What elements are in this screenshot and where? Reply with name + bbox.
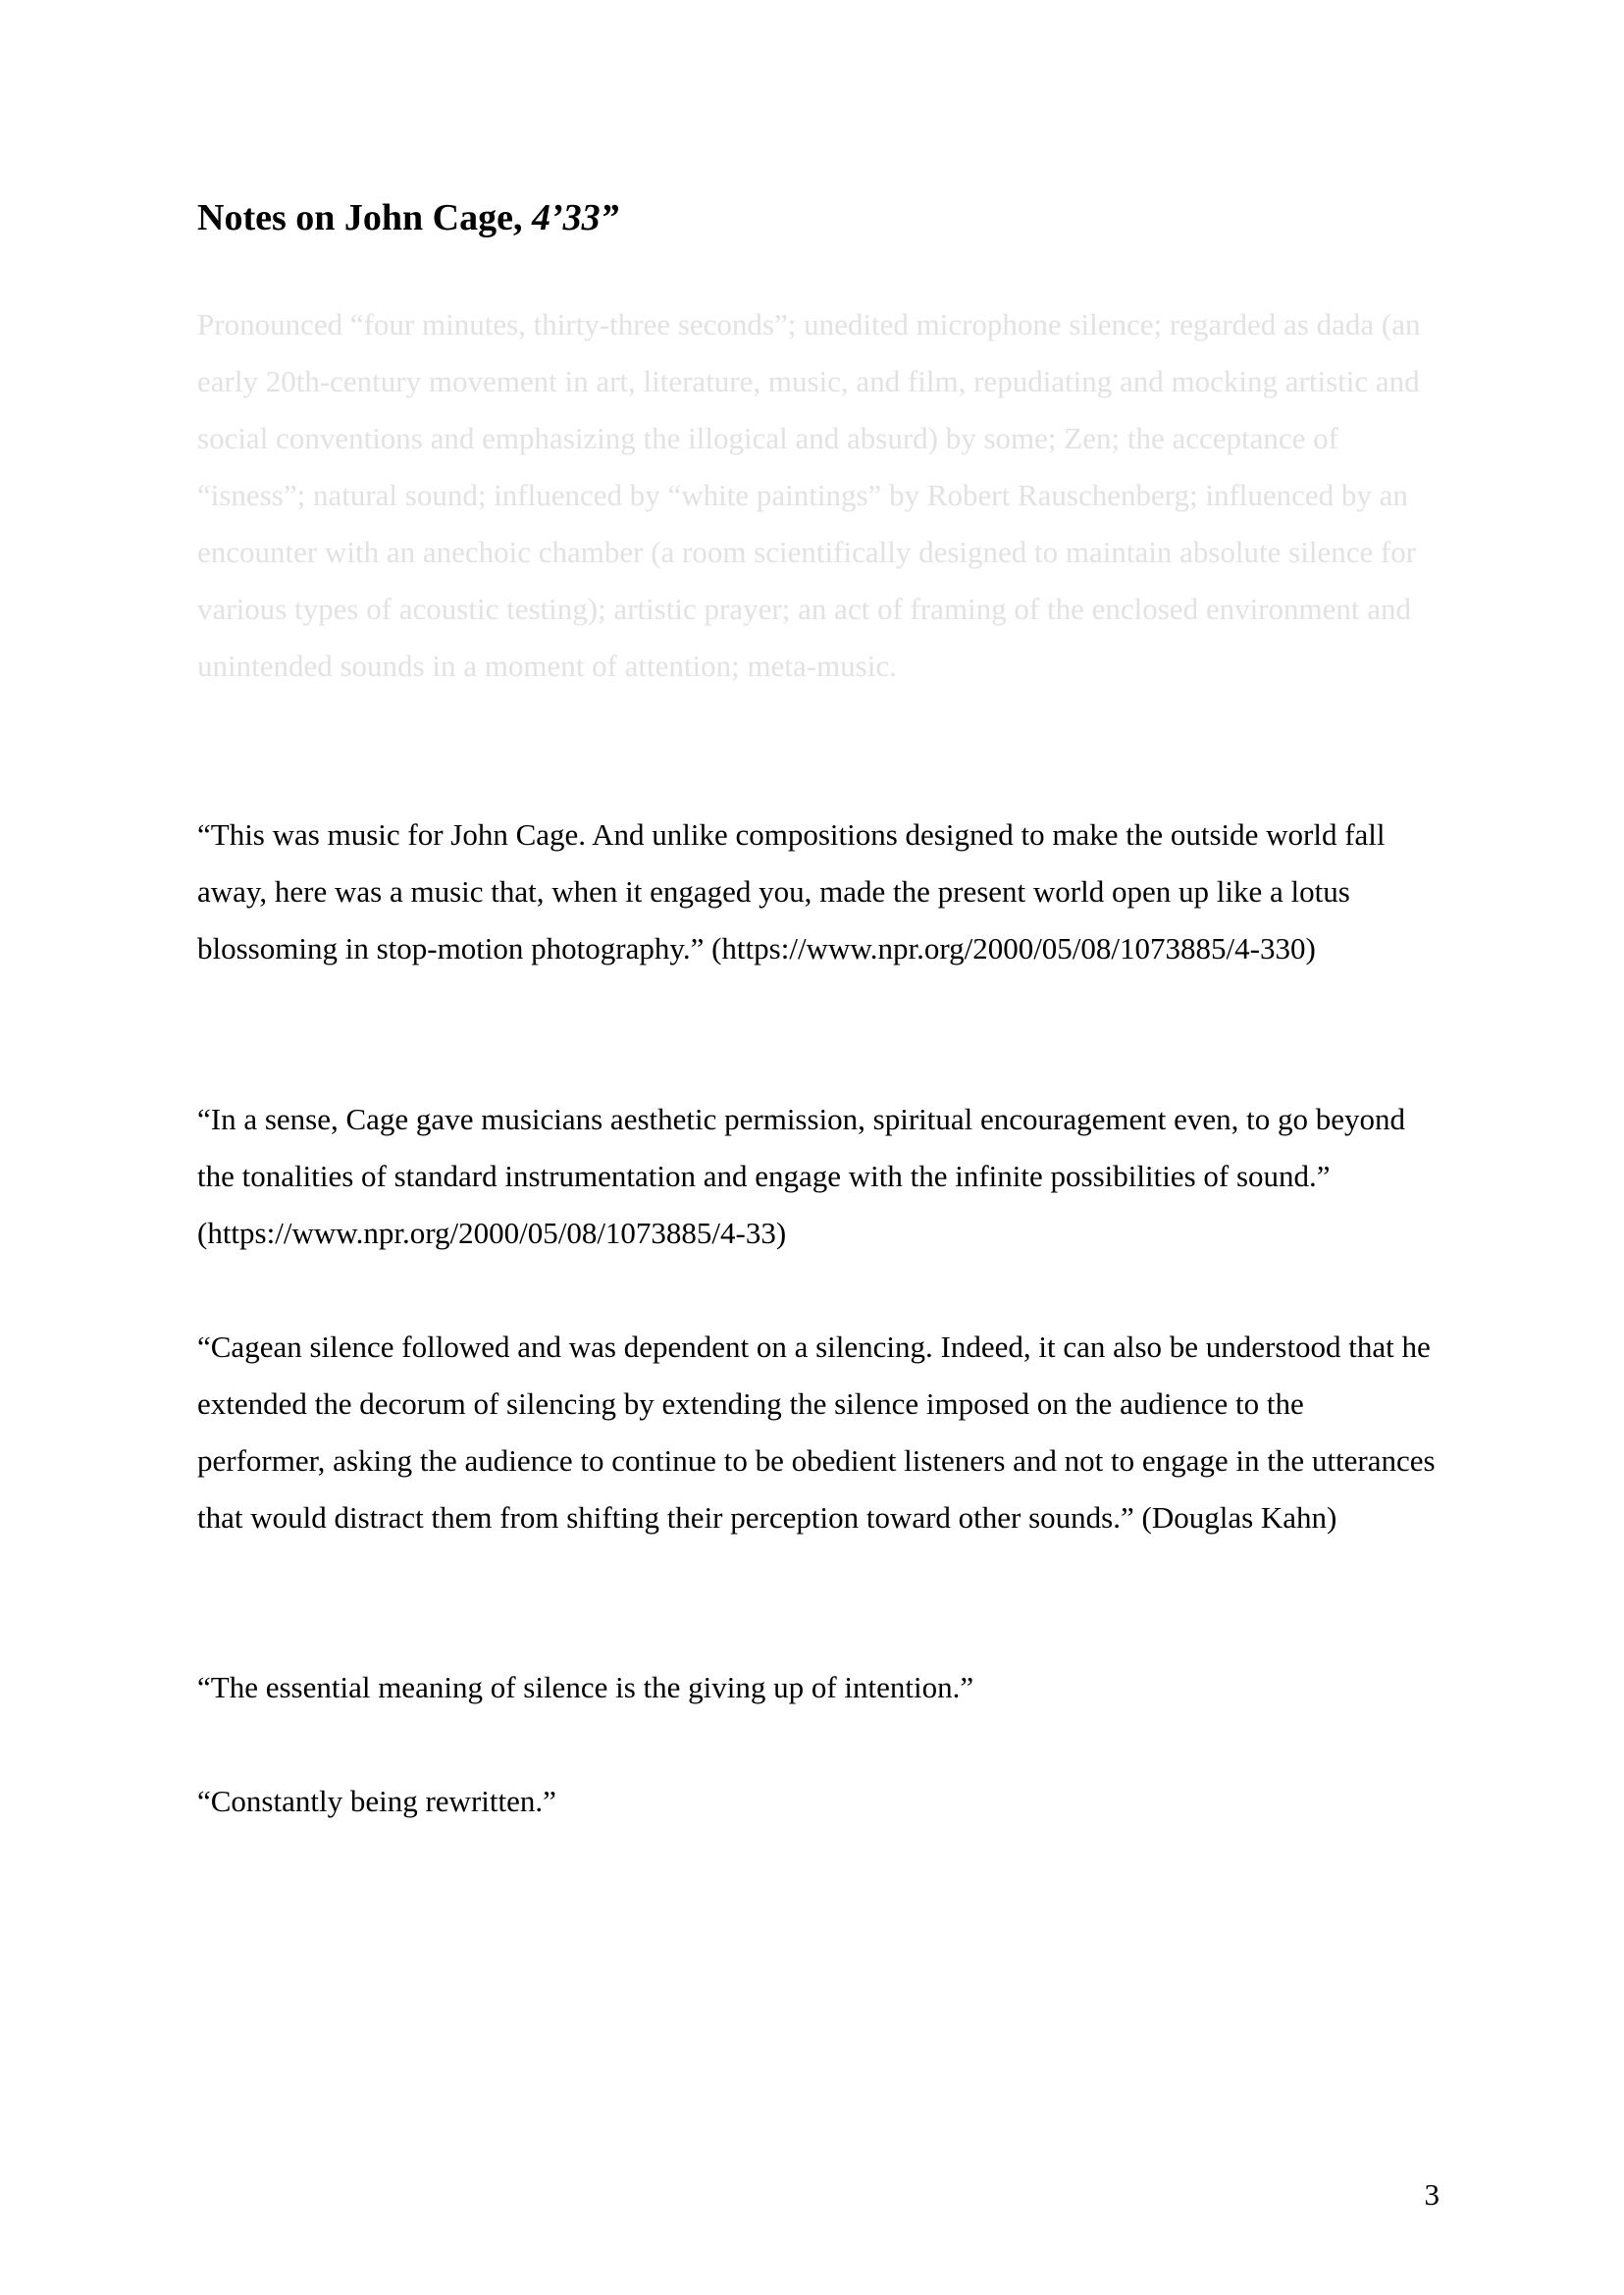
title-work: 4’33” [531,197,619,238]
page-number: 3 [1424,2177,1440,2212]
quote-paragraph: “This was music for John Cage. And unlike compositions designed to make the outside world fall away, here was a music that, when it engaged you, made the present world open up like a lotus blossoming in stop-motion photography.” (https://www.npr.org/2000/05/08/1073885/4-330) [197,817,1386,965]
intro-paragraph: Pronounced “four minutes, thirty-three seconds”; unedited microphone silence; regarded as dada (an early 20th-century movement in art, literature, music, and film, repudiating and mocking artistic and social conventions and emphasizing the illogical and absurd) by some; Zen; the acceptance of “isness”; natural sound; influenced by “white paintings” by Robert Rauschenberg; influenced by an encounter with an anechoic chamber (a room scientifically designed to maintain absolute silence for various types of acoustic testing); artistic prayer; an act of framing of the enclosed environment and unintended sounds in a moment of attention; meta-music. [197,307,1421,683]
title-prefix: Notes on John Cage, [197,197,532,238]
quote-paragraph: “Cagean silence followed and was dependent on a silencing. Indeed, it can also be understood that he extended the decorum of silencing by extending the silence imposed on the audience to the performer, asking the audience to continue to be obedient listeners and not to engage in the utterances that would distract them from shifting their perception toward other sounds.” (Douglas Kahn) [197,1330,1436,1535]
quote-paragraph: “In a sense, Cage gave musicians aesthetic permission, spiritual encouragement even, to go beyond the tonalities of standard instrumentation and engage with the infinite possibilities of sound.” (https://www.npr.org/2000/05/08/1073885/4-33) [197,1102,1406,1250]
quote-paragraph: “The essential meaning of silence is the giving up of intention.” [197,1670,974,1704]
quote-paragraph: “Constantly being rewritten.” [197,1784,556,1818]
page-title [197,194,1434,241]
